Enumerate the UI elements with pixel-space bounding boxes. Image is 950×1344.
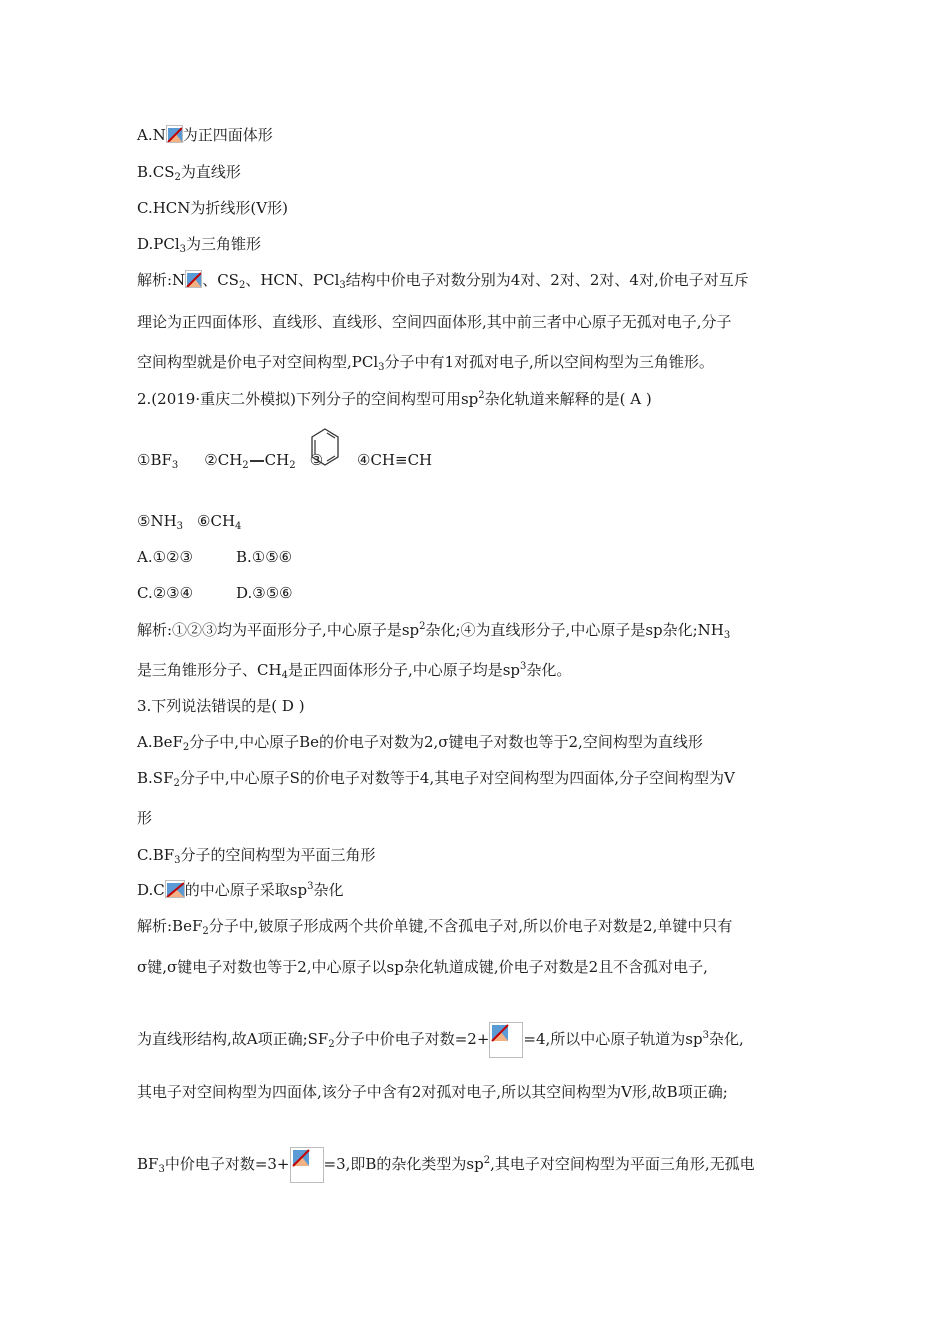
fraction-image-icon — [290, 1147, 324, 1183]
broken-image-icon — [185, 270, 202, 288]
q2-stem: 2.(2019·重庆二外模拟)下列分子的空间构型可用$sp^2$杂化轨道来解释的是( A ) — [137, 390, 652, 408]
q1-option-d: D.PCl$_3$为三角锥形 — [137, 235, 262, 255]
q3-option-b-continued: 形 — [137, 809, 153, 827]
q3-option-b: $B.SF_2$分子中,中心原子S的价电子对数等于4,其电子对空间构型为四面体,分子空间构型为V — [137, 769, 735, 789]
q3-stem: 3.下列说法错误的是( D ) — [137, 697, 305, 715]
q3-explanation-line-1: 解析:BeF$_2$分子中,铍原子形成两个共价单键,不含孤电子对,所以价电子对数是2,单键中只有 — [137, 917, 733, 937]
q1-option-b: $B.CS_2$为直线形 — [137, 163, 241, 183]
broken-image-icon — [166, 125, 183, 143]
q3-option-d: D.C 的中心原子采取$sp^3$杂化 — [137, 881, 344, 899]
q1-explanation-line-2: 理论为正四面体形、直线形、直线形、空间四面体形,其中前三者中心原子无孤对电子,分子 — [137, 313, 732, 331]
q2-option-d: D.③⑤⑥ — [236, 584, 293, 602]
q1-explanation-line-1: 解析:N 、$CS_2$、HCN、PCl$_3$结构中价电子对数分别为4对、2对、2对、4对,价电子对互斥 — [137, 271, 749, 291]
q3-explanation-line-2: σ键,σ键电子对数也等于2,中心原子以sp杂化轨道成键,价电子对数是2且不含孤对电子, — [137, 958, 708, 976]
q1-option-a: A.N 为正四面体形 — [137, 126, 273, 144]
q3-option-a: A.BeF$_2$分子中,中心原子Be的价电子对数为2,σ键电子对数也等于2,空间构型为直线形 — [137, 733, 703, 753]
fraction-image-icon — [489, 1022, 523, 1058]
q1-option-c: C.HCN为折线形(V形) — [137, 199, 288, 217]
q3-explanation-line-3: 为直线形结构,故A项正确$;SF_2$分子中价电子对数=2+ =4,所以中心原子轨道为$sp^3$杂化, — [137, 1022, 744, 1058]
q2-option-b: B.①⑤⑥ — [236, 548, 293, 566]
double-bond-line — [250, 460, 264, 462]
benzene-ring-icon — [309, 426, 341, 470]
q2-explanation-line-1: 解析:①②③均为平面形分子,中心原子是$sp^2$杂化;④为直线形分子,中心原子是sp杂化$;NH_3$ — [137, 621, 731, 641]
q3-explanation-line-5: $BF_3$中价电子对数=3+ =3,即B的杂化类型为$sp^2$,其电子对空间构型为平面三角形,无孤电 — [137, 1147, 755, 1183]
q3-explanation-line-4: 其电子对空间构型为四面体,该分子中含有2对孤对电子,所以其空间构型为V形,故B项正确; — [137, 1083, 728, 1101]
q1-explanation-line-3: 空间构型就是价电子对空间构型,PCl$_3$分子中有1对孤对电子,所以空间构型为三角锥形。 — [137, 353, 714, 373]
q2-items-row-1: $①BF_3$ $②CH_2$ $CH_2$ ③ — [137, 451, 324, 471]
q2-option-c: C.②③④ — [137, 584, 194, 602]
q2-items-row-2: $⑤NH_3$ $⑥CH_4$ — [137, 512, 242, 532]
q2-option-a: A.①②③ — [137, 548, 193, 566]
q3-option-c: $C.BF_3$分子的空间构型为平面三角形 — [137, 846, 376, 866]
q2-explanation-line-2: 是三角锥形分子、$CH_4$是正四面体形分子,中心原子均是$sp^3$杂化。 — [137, 661, 572, 681]
broken-image-icon — [165, 880, 185, 898]
q2-item-4: ④CH≡CH — [357, 451, 433, 469]
